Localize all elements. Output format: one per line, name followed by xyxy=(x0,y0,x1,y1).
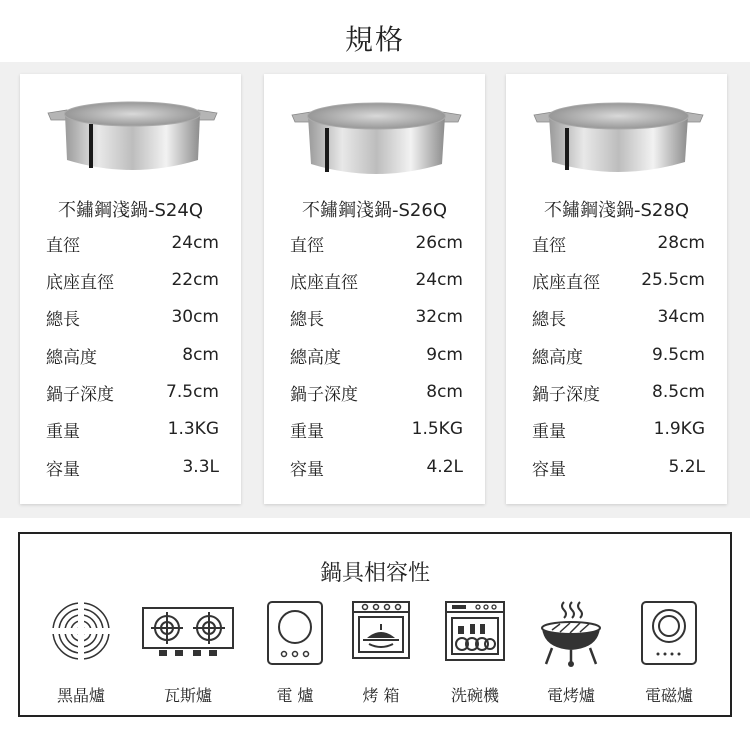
spec-label: 直徑 xyxy=(46,235,80,256)
spec-label: 重量 xyxy=(46,421,80,442)
spec-label: 鍋子深度 xyxy=(46,384,114,405)
product-name: 不鏽鋼淺鍋-S24Q xyxy=(58,200,203,221)
spec-row-base-diameter xyxy=(532,267,705,293)
spec-row-capacity xyxy=(532,454,705,480)
spec-value: 24cm xyxy=(415,270,463,290)
spec-value: 9cm xyxy=(426,345,463,365)
spec-value: 4.2L xyxy=(426,457,463,477)
spec-value: 1.9KG xyxy=(653,419,705,439)
spec-row-depth xyxy=(290,379,463,405)
product-card xyxy=(20,74,241,504)
spec-value: 9.5cm xyxy=(652,345,705,365)
spec-row-length xyxy=(290,304,463,330)
appliance-name: 瓦斯爐 xyxy=(163,686,212,705)
spec-label: 鍋子深度 xyxy=(532,384,600,405)
product-name: 不鏽鋼淺鍋-S26Q xyxy=(302,200,447,221)
compatibility-panel xyxy=(18,532,732,717)
appliance-name: 黑晶爐 xyxy=(56,686,105,705)
spec-label: 容量 xyxy=(46,459,80,480)
appliance-name: 電磁爐 xyxy=(644,686,693,705)
oven-icon xyxy=(351,600,411,662)
compatibility-title: 鍋具相容性 xyxy=(319,561,430,586)
appliance-grill xyxy=(526,600,616,710)
product-name: 不鏽鋼淺鍋-S28Q xyxy=(544,200,689,221)
page-title: 規格 xyxy=(344,23,405,56)
induction-hob-icon xyxy=(640,600,698,666)
spec-label: 重量 xyxy=(290,421,324,442)
spec-row-depth xyxy=(46,379,219,405)
spec-label: 總長 xyxy=(290,309,324,330)
spec-row-height xyxy=(532,342,705,368)
spec-value: 30cm xyxy=(171,307,219,327)
spec-value: 32cm xyxy=(415,307,463,327)
spec-value: 25.5cm xyxy=(641,270,705,290)
specs-area xyxy=(0,62,750,518)
dishwasher-icon xyxy=(444,600,506,664)
electric-stove-icon xyxy=(266,600,324,666)
appliance-induction-hob xyxy=(624,600,714,710)
pot-image xyxy=(289,98,464,188)
spec-label: 重量 xyxy=(532,421,566,442)
appliance-name: 烤 箱 xyxy=(362,686,400,705)
spec-value: 8.5cm xyxy=(652,382,705,402)
spec-label: 總長 xyxy=(46,309,80,330)
spec-row-weight xyxy=(290,416,463,442)
spec-row-height xyxy=(290,342,463,368)
spec-label: 鍋子深度 xyxy=(290,384,358,405)
spec-value: 8cm xyxy=(426,382,463,402)
spec-row-weight xyxy=(532,416,705,442)
spec-value: 3.3L xyxy=(182,457,219,477)
spec-row-capacity xyxy=(46,454,219,480)
spec-row-length xyxy=(532,304,705,330)
product-card xyxy=(506,74,727,504)
appliance-dishwasher xyxy=(430,600,520,710)
spec-label: 直徑 xyxy=(290,235,324,256)
appliance-electric-stove xyxy=(250,600,340,710)
spec-row-base-diameter xyxy=(46,267,219,293)
grill-icon xyxy=(538,600,604,668)
spec-label: 總高度 xyxy=(290,347,341,368)
spec-row-capacity xyxy=(290,454,463,480)
spec-row-length xyxy=(46,304,219,330)
appliance-oven xyxy=(336,600,426,710)
appliance-gas-stove xyxy=(138,600,238,710)
spec-row-depth xyxy=(532,379,705,405)
spec-value: 34cm xyxy=(657,307,705,327)
spec-value: 24cm xyxy=(171,233,219,253)
spec-label: 直徑 xyxy=(532,235,566,256)
pot-image xyxy=(45,98,220,188)
spec-row-diameter xyxy=(290,230,463,256)
appliance-name: 洗碗機 xyxy=(450,686,499,705)
spec-row-base-diameter xyxy=(290,267,463,293)
spec-label: 容量 xyxy=(532,459,566,480)
spec-label: 底座直徑 xyxy=(290,272,358,293)
appliance-name: 電烤爐 xyxy=(546,686,595,705)
spec-row-diameter xyxy=(532,230,705,256)
spec-value: 26cm xyxy=(415,233,463,253)
spec-row-diameter xyxy=(46,230,219,256)
spec-value: 8cm xyxy=(182,345,219,365)
product-card xyxy=(264,74,485,504)
radiant-hob-icon xyxy=(50,600,112,662)
spec-label: 底座直徑 xyxy=(532,272,600,293)
spec-value: 28cm xyxy=(657,233,705,253)
spec-value: 22cm xyxy=(171,270,219,290)
spec-value: 7.5cm xyxy=(166,382,219,402)
appliance-radiant-hob xyxy=(36,600,126,710)
spec-value: 1.5KG xyxy=(411,419,463,439)
pot-image xyxy=(531,98,706,188)
spec-label: 總高度 xyxy=(532,347,583,368)
spec-label: 總高度 xyxy=(46,347,97,368)
gas-stove-icon xyxy=(141,600,235,662)
spec-value: 5.2L xyxy=(668,457,705,477)
spec-row-weight xyxy=(46,416,219,442)
spec-label: 容量 xyxy=(290,459,324,480)
spec-label: 底座直徑 xyxy=(46,272,114,293)
spec-row-height xyxy=(46,342,219,368)
spec-label: 總長 xyxy=(532,309,566,330)
appliance-name: 電 爐 xyxy=(276,686,314,705)
spec-value: 1.3KG xyxy=(167,419,219,439)
